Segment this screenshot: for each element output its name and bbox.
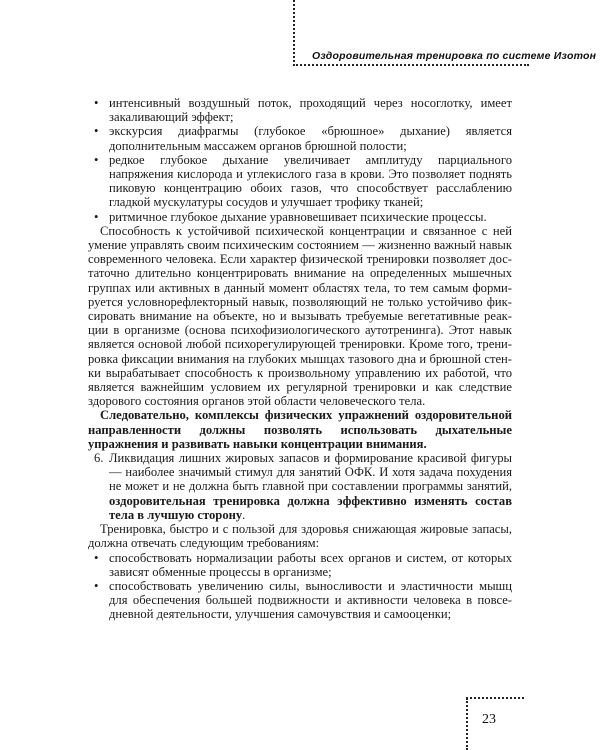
bottom-dotted-rule-vertical bbox=[466, 698, 468, 750]
bullet-item: • способствовать нормализации работы всех органов и систем, от которых зависят обменные процессы в организме; bbox=[94, 550, 512, 579]
conclusion-bold: Следовательно, комплексы физических упражнений оздоровительной направленности должны позволять использовать дыхательные упражнения и развивать навыки концентрации внимания. bbox=[88, 408, 512, 451]
bullet-mark: • bbox=[94, 578, 99, 593]
page-body bbox=[88, 96, 512, 622]
bottom-dotted-rule-horizontal bbox=[466, 697, 524, 699]
top-dotted-rule-horizontal bbox=[293, 64, 529, 66]
bullet-item: • интенсивный воздушный поток, проходящий через носоглотку, имеет закаливающий эффект; bbox=[94, 96, 512, 125]
running-title: Оздоровительная тренировка по системе Изотон bbox=[312, 50, 597, 62]
item-number: 6. bbox=[94, 451, 104, 466]
bullet-item: • способствовать увеличению силы, выносливости и эластичности мышц для обеспечения большей подвижности и активности человека в повседневной деятельности, улучшения самочувствия и самооценки; bbox=[94, 578, 512, 622]
bullet-mark: • bbox=[94, 550, 99, 565]
bullet-mark: • bbox=[94, 96, 99, 110]
numbered-item-6: 6. Ликвидация лишних жировых запасов и формирование красивой фигуры — наиболее значимый стимул для занятий ОФК. И хотя задача похудения не может и не должна быть главной при составлении программы занятий, оздоровительная тренировка должна эффективно изменять состав тела в лучшую сторону. bbox=[94, 451, 512, 522]
bullet-item: • экскурсия диафрагмы (глубокое «брюшное» дыхание) является дополнительным массажем органов брюшной полости; bbox=[94, 124, 512, 153]
bullet-item: • ритмичное глубокое дыхание уравновешивает психические процессы. bbox=[94, 209, 487, 224]
top-dotted-rule-vertical bbox=[293, 0, 295, 62]
bullet-mark: • bbox=[94, 152, 99, 167]
paragraph-concentration: Способность к устойчивой психической концентрации и связанное с ней умение управлять своим психическим состоянием — жизненно важный навык современного человека. Если характер физической тренировки позволяет достаточно длительно концентрировать внимание на определенных мышечных группах или активных в данный момент областях тела, то тем самым формируется условнорефлекторный навык, позволяющий не только устойчиво фиксировать внимание на объекте, но и вызывать требуемые вегетативные реакции в организме (основа психофизиологического аутотренинга). Этот навык является основой любой психорегулирующей тренировки. Кроме того, тренировка фиксации внимания на глубоких мышцах тазового дна и брюшной стенки вырабатывает способность к произвольному управлению их работой, что является важнейшим условием их регулярной тренировки и как следствие здорового состояния органов этой области человеческого тела. bbox=[88, 223, 512, 409]
bullet-mark: • bbox=[94, 124, 99, 139]
bullet-mark: • bbox=[94, 209, 99, 224]
paragraph-requirements: Тренировка, быстро и с пользой для здоровья снижающая жировые запасы, должна отвечать следующим требованиям: bbox=[88, 522, 512, 551]
bullet-item: • редкое глубокое дыхание увеличивает амплитуду парциального напряжения кислорода и углекислого газа в крови. Это позволяет поднять пиковую концентрацию обоих газов, что способствует расслаблению гладкой мускулатуры сосудов и улучшает трофику тканей; bbox=[94, 152, 512, 210]
page-number: 23 bbox=[482, 712, 496, 727]
item-6-bold-phrase: оздоровительная тренировка должна эффективно изменять состав тела в лучшую сторону bbox=[109, 493, 512, 522]
